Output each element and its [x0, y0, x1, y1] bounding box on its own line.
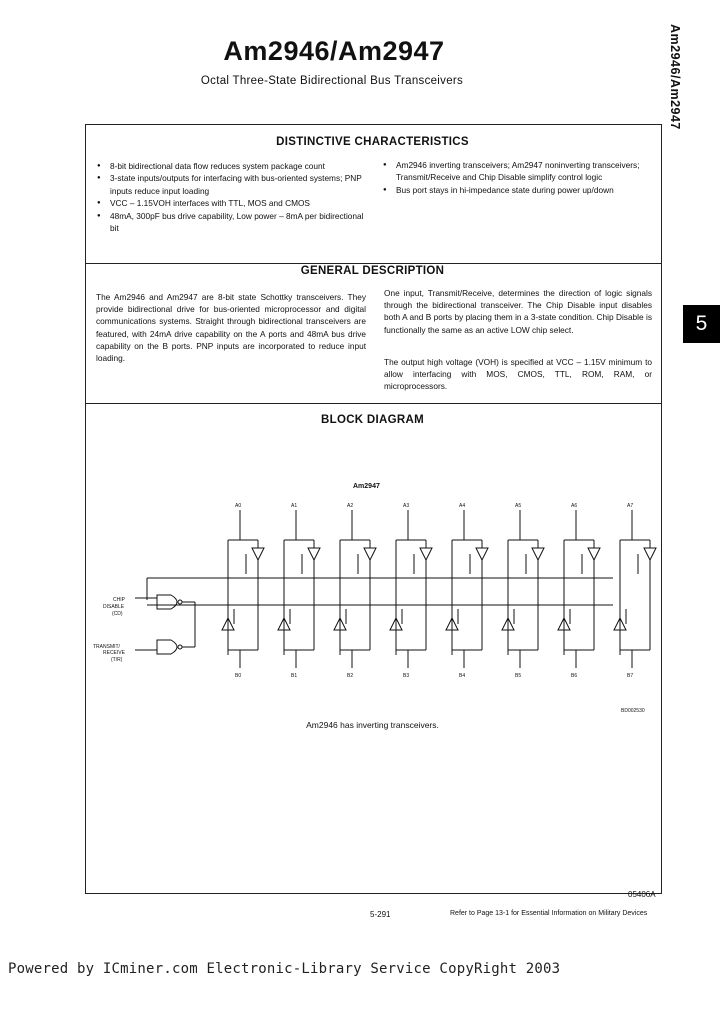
a-port-label: A2 — [347, 503, 354, 509]
b-port-labels — [235, 673, 633, 679]
a-port-label: A6 — [571, 503, 578, 509]
characteristic-item: ● 48mA, 300pF bus drive capability, Low power – 8mA per bidirectional bit — [96, 210, 366, 235]
transmit-receive-gate — [157, 640, 177, 654]
a-port-label: A7 — [627, 503, 634, 509]
b-port-label: B0 — [235, 673, 242, 679]
driver-down-triangle — [420, 548, 432, 560]
a-port-label: A4 — [459, 503, 466, 509]
chip-disable-label: (CD) — [112, 611, 123, 617]
page-number: 5-291 — [370, 910, 391, 919]
side-title: Am2946/Am2947 — [668, 24, 682, 130]
a-port-label: A5 — [515, 503, 522, 509]
transmit-receive-label: (T/R) — [111, 657, 123, 663]
b-port-label: B5 — [515, 673, 522, 679]
chip-disable-gate — [157, 595, 177, 609]
chip-disable-label: CHIP — [113, 597, 125, 603]
driver-down-triangle — [364, 548, 376, 560]
driver-down-triangle — [532, 548, 544, 560]
transmit-receive-label: TRANSMIT/ — [93, 644, 120, 650]
a-port-label: A0 — [235, 503, 242, 509]
document-subtitle: Octal Three-State Bidirectional Bus Transceivers — [200, 75, 464, 87]
characteristics-list-left — [96, 160, 366, 234]
b-port-label: B2 — [347, 673, 354, 679]
characteristic-item: ● Am2946 inverting transceivers; Am2947 noninverting transceivers; Transmit/Receive and Chip Disable simplify control logic — [382, 159, 652, 184]
diagram-code: BD002530 — [621, 708, 645, 714]
document-title: Am2946/Am2947 — [223, 36, 445, 66]
device-label: Am2947 — [353, 483, 380, 490]
b-port-label: B3 — [403, 673, 410, 679]
driver-down-triangle — [252, 548, 264, 560]
description-paragraph-left: The Am2946 and Am2947 are 8-bit state Schottky transceivers. They provide bidirectional drive for bus-oriented microprocessor and digital communications systems. Straight through bidirectional transceivers are featured, with 24mA drive capability on the A ports and 48mA bus drive capability on the B ports. PNP inputs are incorporated to reduce input loading. — [96, 292, 366, 364]
block-diagram — [85, 440, 660, 715]
a-port-label: A1 — [291, 503, 298, 509]
characteristic-item: ● 3-state inputs/outputs for interfacing with bus-oriented systems; PNP inputs reduce input loading — [96, 172, 366, 197]
powered-by-banner: Powered by ICminer.com Electronic-Library Service CopyRight 2003 — [8, 961, 561, 977]
driver-down-triangle — [308, 548, 320, 560]
b-port-label: B7 — [627, 673, 634, 679]
b-port-label: B1 — [291, 673, 298, 679]
transmit-receive-label: RECEIVE — [103, 650, 125, 656]
characteristic-item: ● VCC – 1.15VOH interfaces with TTL, MOS and CMOS — [96, 197, 366, 209]
inverting-note: Am2946 has inverting transceivers. — [306, 720, 439, 730]
characteristics-heading: DISTINCTIVE CHARACTERISTICS — [276, 136, 469, 148]
description-paragraph-right-2: The output high voltage (VOH) is specified at VCC – 1.15V minimum to allow interfacing with MOS, CMOS, TTL, ROM, RAM, or microprocessors. — [384, 357, 652, 392]
driver-down-triangle — [644, 548, 656, 560]
footer-code: 05406A — [628, 890, 656, 899]
driver-down-triangle — [476, 548, 488, 560]
section-tab: 5 — [683, 305, 720, 343]
b-port-label: B4 — [459, 673, 466, 679]
gate-bubble — [178, 600, 182, 604]
a-port-labels — [235, 503, 633, 509]
chip-disable-label: DISABLE — [103, 604, 125, 610]
diagram-wiring — [135, 510, 656, 668]
diagram-heading: BLOCK DIAGRAM — [321, 414, 424, 426]
military-note: Refer to Page 13-1 for Essential Information on Military Devices — [450, 910, 648, 917]
b-port-label: B6 — [571, 673, 578, 679]
description-heading: GENERAL DESCRIPTION — [300, 265, 445, 277]
characteristic-item: ● Bus port stays in hi-impedance state during power up/down — [382, 184, 652, 196]
gate-bubble — [178, 645, 182, 649]
a-port-label: A3 — [403, 503, 410, 509]
description-paragraph-right-1: One input, Transmit/Receive, determines the direction of logic signals through the bidirectional transceiver. The Chip Disable input disables both A and B ports by placing them in a 3-state condition. Chip Disable is functionally the same as an active LOW chip select. — [384, 288, 652, 335]
characteristic-item: ● 8-bit bidirectional data flow reduces system package count — [96, 160, 366, 172]
characteristics-list-right — [382, 159, 652, 196]
driver-down-triangle — [588, 548, 600, 560]
